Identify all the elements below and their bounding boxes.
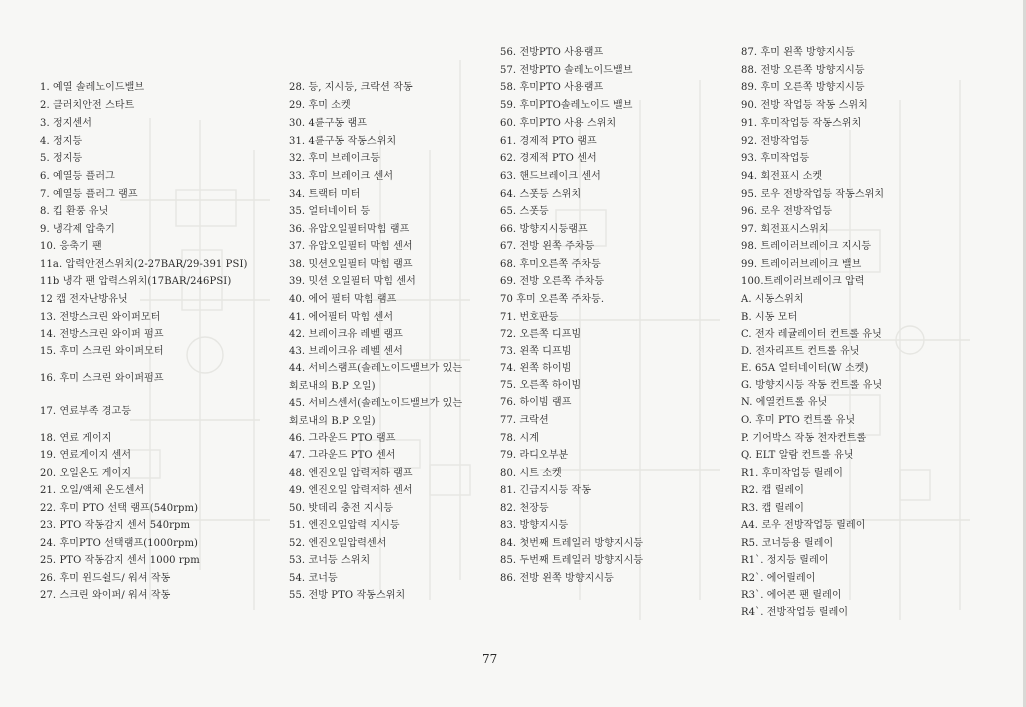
legend-item: 43. 브레이크유 레벨 센서	[289, 346, 403, 357]
legend-item: R1`. 정지등 릴레이	[741, 555, 829, 566]
legend-item: 45. 서비스센서(솔레노이드밸브가 있는 회로내의 B.P 오일)	[289, 398, 463, 427]
legend-item: 66. 방향지시등램프	[500, 224, 588, 235]
legend-item: 63. 핸드브레이크 센서	[500, 171, 601, 182]
legend-item: A. 시동스위치	[741, 294, 804, 305]
legend-item: 54. 코너등	[289, 573, 338, 584]
legend-item: 4. 정지등	[40, 136, 83, 147]
legend-item: 35. 얼터네이터 등	[289, 206, 371, 217]
legend-item: 21. 오일/액체 온도센서	[40, 485, 145, 496]
legend-item: 78. 시계	[500, 433, 540, 444]
legend-item: 61. 경제적 PTO 램프	[500, 136, 597, 147]
legend-item: R1. 후미작업등 릴레이	[741, 468, 844, 479]
legend-item: 58. 후미PTO 사용램프	[500, 82, 604, 93]
legend-item: 1. 예열 솔레노이드밸브	[40, 82, 145, 93]
legend-item: 11a. 압력안전스위치(2-27BAR/29-391 PSI)	[40, 259, 248, 270]
legend-item: 41. 에어필터 막힘 센서	[289, 312, 394, 323]
legend-item: 96. 로우 전방작업등	[741, 206, 833, 217]
legend-item: E. 65A 얼터네이터(W 소켓)	[741, 363, 869, 374]
legend-item: 14. 전방스크린 와이퍼 펌프	[40, 329, 164, 340]
legend-item: 59. 후미PTO솔레노이드 밸브	[500, 100, 633, 111]
legend-item: 33. 후미 브레이크 센서	[289, 171, 394, 182]
legend-item: R4`. 전방작업등 릴레이	[741, 607, 849, 618]
legend-item: 15. 후미 스크린 와이퍼모터	[40, 346, 164, 357]
legend-item: 73. 왼쪽 디프빔	[500, 346, 572, 357]
legend-item: 42. 브레이크유 레벨 램프	[289, 329, 403, 340]
legend-item: 36. 유압오일필터막힘 램프	[289, 224, 410, 235]
page-number: 77	[482, 652, 498, 666]
legend-item: 72. 오른쪽 디프빔	[500, 329, 582, 340]
legend-item: 84. 첫번째 트레일러 방향지시등	[500, 538, 644, 549]
legend-item: 8. 킵 환풍 유닛	[40, 206, 109, 217]
legend-item: 26. 후미 윈드쉴드/ 워셔 작동	[40, 573, 171, 584]
legend-item: 92. 전방작업등	[741, 136, 810, 147]
legend-item: 99. 트레이러브레이크 밸브	[741, 259, 862, 270]
legend-item: 57. 전방PTO 솔레노이드밸브	[500, 65, 633, 76]
legend-item: O. 후미 PTO 컨트롤 유닛	[741, 415, 856, 426]
legend-item: 31. 4륜구동 작동스위치	[289, 136, 397, 147]
legend-item: 56. 전방PTO 사용램프	[500, 47, 604, 58]
legend-item: 46. 그라운드 PTO 램프	[289, 433, 396, 444]
legend-item: 6. 예열등 플러그	[40, 171, 115, 182]
legend-item: 71. 번호판등	[500, 312, 559, 323]
legend-item: B. 시동 모터	[741, 312, 798, 323]
legend-item: 83. 방향지시등	[500, 520, 569, 531]
legend-item: 39. 밋션 오일필터 막힘 센서	[289, 276, 416, 287]
legend-item: 28. 등, 지시등, 크락션 작동	[289, 82, 413, 93]
legend-item: 95. 로우 전방작업등 작동스위치	[741, 189, 885, 200]
legend-item: R2. 캡 릴레이	[741, 485, 804, 496]
legend-item: 88. 전방 오른쪽 방향지시등	[741, 65, 865, 76]
legend-item: 44. 서비스램프(솔레노이드밸브가 있는 회로내의 B.P 오일)	[289, 363, 463, 392]
legend-item: 12 캡 전자난방유닛	[40, 294, 128, 305]
legend-item: 9. 냉각제 압축기	[40, 224, 115, 235]
legend-item: 38. 밋션오일필터 막힘 램프	[289, 259, 413, 270]
legend-item: Q. ELT 알람 컨트롤 유닛	[741, 450, 854, 461]
legend-item: 77. 크락션	[500, 415, 549, 426]
legend-item: 65. 스폿등	[500, 206, 549, 217]
legend-item: 100.트레이러브레이크 압력	[741, 276, 865, 287]
legend-item: 29. 후미 소켓	[289, 100, 351, 111]
legend-item: 30. 4륜구동 램프	[289, 118, 368, 129]
legend-item: 5. 정지등	[40, 153, 83, 164]
legend-item: 17. 연료부족 경고등	[40, 406, 132, 417]
legend-item: 40. 에어 필터 막힘 램프	[289, 294, 397, 305]
legend-item: 2. 클러치안전 스타트	[40, 100, 135, 111]
legend-item: 34. 트랙터 미터	[289, 189, 361, 200]
legend-item: 79. 라디오부분	[500, 450, 569, 461]
legend-item: 52. 엔진오일압력센서	[289, 538, 387, 549]
legend-item: 90. 전방 작업등 작동 스위치	[741, 100, 868, 111]
legend-item: 27. 스크린 와이퍼/ 워셔 작동	[40, 590, 171, 601]
legend-item: 23. PTO 작동감지 센서 540rpm	[40, 520, 191, 531]
legend-item: 69. 전방 오른쪽 주차등	[500, 276, 605, 287]
legend-item: 55. 전방 PTO 작동스위치	[289, 590, 406, 601]
legend-item: 16. 후미 스크린 와이퍼펌프	[40, 373, 164, 384]
legend-item: 91. 후미작업등 작동스위치	[741, 118, 862, 129]
legend-item: G. 방향지시등 작동 컨트롤 유닛	[741, 380, 883, 391]
legend-item: 82. 천장등	[500, 503, 549, 514]
legend-item: 37. 유압오일필터 막힘 센서	[289, 241, 413, 252]
legend-item: 48. 엔진오일 압력저하 램프	[289, 468, 413, 479]
legend-item: 32. 후미 브레이크등	[289, 153, 381, 164]
legend-item: 51. 엔진오일압력 지시등	[289, 520, 400, 531]
legend-item: 98. 트레이러브레이크 지시등	[741, 241, 872, 252]
legend-item: D. 전자리프트 컨트롤 유닛	[741, 346, 860, 357]
legend-item: 68. 후미오른쪽 주차등	[500, 259, 601, 270]
legend-item: 18. 연료 게이지	[40, 433, 112, 444]
legend-item: 76. 하이빔 램프	[500, 397, 572, 408]
legend-item: 20. 오일온도 게이지	[40, 468, 132, 479]
legend-item: 7. 예열등 플러그 램프	[40, 189, 138, 200]
legend-item: 25. PTO 작동감지 센서 1000 rpm	[40, 555, 200, 566]
legend-item: 53. 코너등 스위치	[289, 555, 371, 566]
legend-item: 10. 응축기 팬	[40, 241, 102, 252]
legend-item: R5. 코너등용 릴레이	[741, 538, 834, 549]
legend-item: 80. 시트 소켓	[500, 468, 562, 479]
legend-item: 85. 두번째 트레일러 방향지시등	[500, 555, 644, 566]
legend-item: 81. 긴급지시등 작동	[500, 485, 592, 496]
legend-item: 22. 후미 PTO 선택 램프(540rpm)	[40, 503, 199, 514]
legend-item: N. 에열컨트롤 유닛	[741, 397, 828, 408]
legend-item: 94. 회전표시 소켓	[741, 171, 823, 182]
legend-item: R2`. 에어릴레이	[741, 573, 816, 584]
legend-item: 60. 후미PTO 사용 스위치	[500, 118, 617, 129]
legend-item: 67. 전방 왼쪽 주차등	[500, 241, 595, 252]
legend-item: 49. 엔진오일 압력저하 센서	[289, 485, 413, 496]
legend-item: 89. 후미 오른쪽 방향지시등	[741, 82, 865, 93]
legend-item: 50. 밧데리 충전 지시등	[289, 503, 394, 514]
legend-item: R3. 캡 릴레이	[741, 503, 804, 514]
legend-item: 13. 전방스크린 와이퍼모터	[40, 312, 161, 323]
legend-item: 87. 후미 왼쪽 방향지시등	[741, 47, 855, 58]
legend-item: R3`. 에어콘 팬 릴레이	[741, 590, 842, 601]
legend-item: 97. 회전표시스위치	[741, 224, 829, 235]
legend-item: P. 기어박스 작동 전자컨트롤	[741, 433, 867, 444]
legend-item: 74. 왼쪽 하이빔	[500, 363, 572, 374]
legend-item: A4. 로우 전방작업등 릴레이	[741, 520, 866, 531]
legend-item: 62. 경제적 PTO 센서	[500, 153, 597, 164]
legend-item: 75. 오른쪽 하이빔	[500, 380, 582, 391]
legend-item: 70 후미 오른쪽 주차등.	[500, 294, 605, 305]
legend-item: 47. 그라운드 PTO 센서	[289, 450, 396, 461]
legend-item: 86. 전방 왼쪽 방향지시등	[500, 573, 614, 584]
legend-item: 64. 스폿등 스위치	[500, 189, 582, 200]
legend-item: 19. 연료게이지 센서	[40, 450, 132, 461]
legend-item: 11b 냉각 팬 압력스위치(17BAR/246PSI)	[40, 276, 232, 287]
legend-item: 93. 후미작업등	[741, 153, 810, 164]
legend-item: 3. 정지센서	[40, 118, 93, 129]
legend-item: C. 전자 레귤레이터 컨트롤 유닛	[741, 329, 882, 340]
legend-item: 24. 후미PTO 선택램프(1000rpm)	[40, 538, 199, 549]
